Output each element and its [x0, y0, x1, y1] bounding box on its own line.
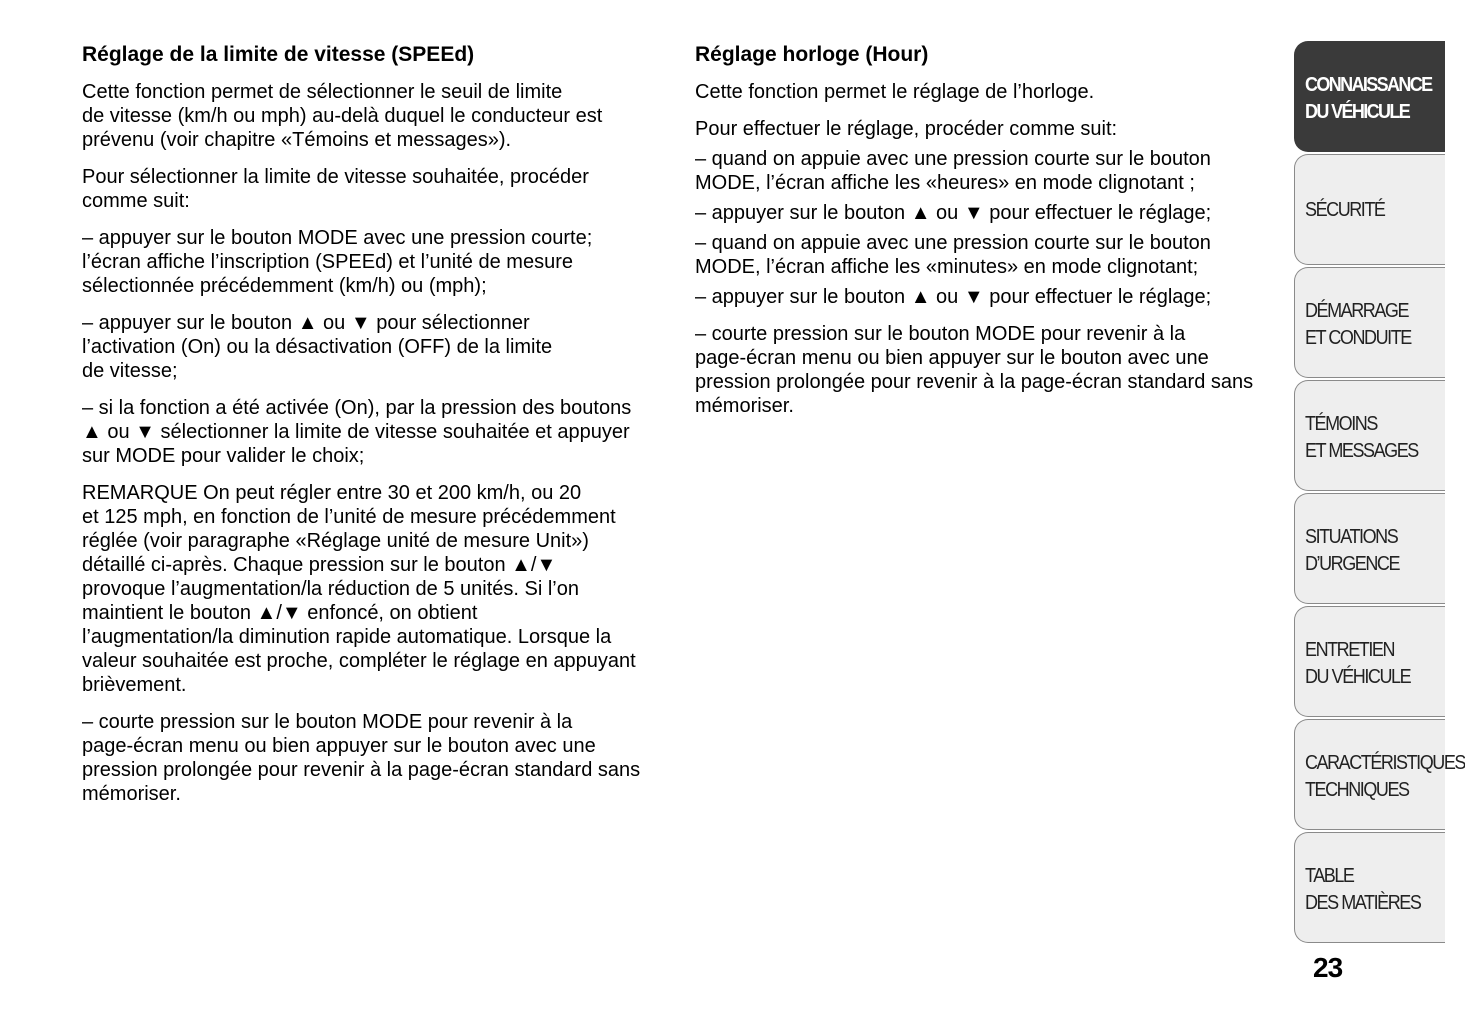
tab-situations-d-urgence[interactable]	[1294, 493, 1445, 604]
tab-label: TÉMOINS ET MESSAGES	[1305, 413, 1418, 462]
tab-label: TABLE DES MATIÈRES	[1305, 865, 1421, 914]
tab-label: SÉCURITÉ	[1305, 199, 1385, 221]
tab-connaissance-du-vehicule[interactable]	[1294, 41, 1445, 152]
section-title-speed-limit: Réglage de la limite de vitesse (SPEEd)	[82, 43, 475, 66]
tab-caracteristiques-techniques[interactable]	[1294, 719, 1465, 830]
section-title-clock: Réglage horloge (Hour)	[695, 43, 929, 66]
tab-table-des-matieres[interactable]	[1294, 832, 1445, 943]
paragraph: – quand on appuie avec une pression courte sur le bouton MODE, l’écran affiche les «minutes» en mode clignotant;	[695, 232, 1211, 278]
page-number: 23	[1313, 952, 1343, 983]
paragraph: Pour sélectionner la limite de vitesse souhaitée, procéder comme suit:	[82, 166, 589, 212]
tab-label: CONNAISSANCE DU VÉHICULE	[1305, 74, 1432, 123]
right-column	[695, 40, 1280, 431]
tab-label: DÉMARRAGE ET CONDUITE	[1305, 300, 1411, 349]
paragraph: – courte pression sur le bouton MODE pour revenir à la page-écran menu ou bien appuyer sur le bouton avec une pression prolongée pour revenir à la page-écran standard sans mémoriser.	[695, 323, 1254, 417]
tab-label: CARACTÉRISTIQUES TECHNIQUES	[1305, 752, 1465, 801]
left-column	[82, 40, 667, 819]
tab-label: ENTRETIEN DU VÉHICULE	[1305, 639, 1411, 688]
paragraph: Cette fonction permet le réglage de l’horloge.	[695, 81, 1095, 103]
paragraph: – appuyer sur le bouton MODE avec une pression courte; l’écran affiche l’inscription (SPEEd) et l’unité de mesure sélectionnée précédemment (km/h) ou (mph);	[82, 227, 593, 297]
paragraph: – appuyer sur le bouton ▲ ou ▼ pour sélectionner l’activation (On) ou la désactivation (OFF) de la limite de vitesse;	[82, 312, 553, 382]
chapter-tabs	[1294, 41, 1465, 945]
tab-entretien-du-vehicule[interactable]	[1294, 606, 1445, 717]
tab-label: SITUATIONS D’URGENCE	[1305, 526, 1400, 575]
paragraph: – appuyer sur le bouton ▲ ou ▼ pour effectuer le réglage;	[695, 202, 1212, 224]
paragraph: Pour effectuer le réglage, procéder comme suit:	[695, 118, 1118, 140]
note-paragraph: REMARQUE On peut régler entre 30 et 200 km/h, ou 20 et 125 mph, en fonction de l’unité de mesure précédemment réglée (voir paragraphe «Réglage unité de mesure Unit») détaillé ci-après. Chaque pression sur le bouton ▲/▼ provoque l’augmentation/la réduction de 5 unités. Si l’on maintient le bouton ▲/▼ enfoncé, on obtient l’augmentation/la diminution rapide automatique. Lorsque la valeur souhaitée est proche, compléter le réglage en appuyant brièvement.	[82, 482, 636, 696]
tab-demarrage-et-conduite[interactable]	[1294, 267, 1445, 378]
paragraph: – appuyer sur le bouton ▲ ou ▼ pour effectuer le réglage;	[695, 286, 1212, 308]
paragraph: – si la fonction a été activée (On), par la pression des boutons ▲ ou ▼ sélectionner la limite de vitesse souhaitée et appuyer sur MODE pour valider le choix;	[82, 397, 632, 467]
paragraph: – courte pression sur le bouton MODE pour revenir à la page-écran menu ou bien appuyer sur le bouton avec une pression prolongée pour revenir à la page-écran standard sans mémoriser.	[82, 711, 641, 805]
paragraph: Cette fonction permet de sélectionner le seuil de limite de vitesse (km/h ou mph) au-delà duquel le conducteur est prévenu (voir chapitre «Témoins et messages»).	[82, 81, 603, 151]
tab-temoins-et-messages[interactable]	[1294, 380, 1445, 491]
tab-securite[interactable]	[1294, 154, 1445, 265]
paragraph: – quand on appuie avec une pression courte sur le bouton MODE, l’écran affiche les «heures» en mode clignotant ;	[695, 148, 1211, 194]
